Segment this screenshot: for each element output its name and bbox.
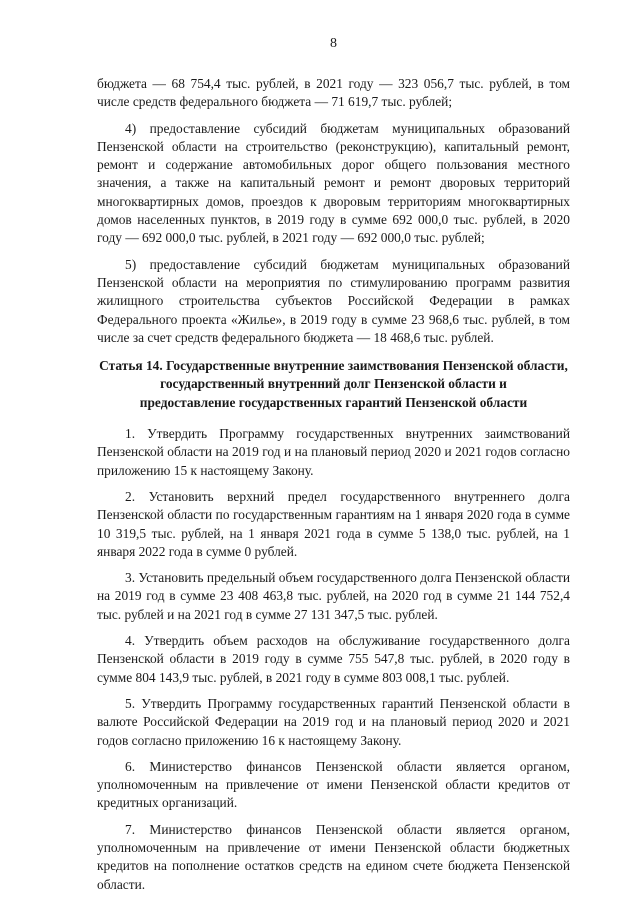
- article-14-heading: [97, 357, 570, 412]
- article-heading-line: Статья 14. Государственные внутренние заимствования Пензенской области,: [99, 358, 568, 374]
- article-paragraph-3: 3. Установить предельный объем государственного долга Пензенской области на 2019 год в сумме 23 408 463,8 тыс. рублей, на 2020 год в сумме 21 144 752,4 тыс. рублей и на 2021 год в сумме 27 131 347,5 тыс. рублей.: [97, 570, 570, 622]
- paragraph-item-4-roads: 4) предоставление субсидий бюджетам муниципальных образований Пензенской области на строительство (реконструкцию), капитальный ремонт, ремонт и содержание автомобильных дорог общего пользования местного значения, а также на капитальный ремонт и ремонт дворовых территорий многоквартирных домов, проездов к дворовым территориям многоквартирных домов населенных пунктов, в 2019 году в сумме 692 000,0 тыс. рублей, в 2020 году — 692 000,0 тыс. рублей, в 2021 году — 692 000,0 тыс. рублей;: [97, 120, 570, 246]
- article-heading-line: государственный внутренний долг Пензенской области и: [160, 376, 507, 392]
- article-paragraph-2: 2. Установить верхний предел государственного внутреннего долга Пензенской области по государственным гарантиям на 1 января 2020 года в сумме 10 319,5 тыс. рублей, на 1 января 2021 года в сумме 5 138,0 тыс. рублей, на 1 января 2022 года в сумме 0 рублей.: [97, 488, 570, 559]
- article-paragraph-4: 4. Утвердить объем расходов на обслуживание государственного долга Пензенской области в 2019 году в сумме 755 547,8 тыс. рублей, в 2020 году в сумме 804 143,9 тыс. рублей, в 2021 году в сумме 803 008,1 тыс. рублей.: [97, 633, 570, 685]
- paragraph-item-5-housing: 5) предоставление субсидий бюджетам муниципальных образований Пензенской области на мероприятия по стимулированию программ развития жилищного строительства субъектов Российской Федерации в рамках Федерального проекта «Жилье», в 2019 году в сумме 23 968,6 тыс. рублей, в том числе за счет средств федерального бюджета — 18 468,6 тыс. рублей.: [97, 256, 570, 345]
- article-paragraph-6: 6. Министерство финансов Пензенской области является органом, уполномоченным на привлечение от имени Пензенской области кредитов от кредитных организаций.: [97, 758, 570, 811]
- article-paragraph-1: 1. Утвердить Программу государственных внутренних заимствований Пензенской области на 2019 год и на плановый период 2020 и 2021 годов согласно приложению 15 к настоящему Закону.: [97, 426, 570, 478]
- article-paragraph-5: 5. Утвердить Программу государственных гарантий Пензенской области в валюте Российской Федерации на 2019 год и на плановый период 2020 и 2021 годов согласно приложению 16 к настоящему Закону.: [97, 695, 570, 748]
- page-number: 8: [330, 36, 337, 51]
- article-heading-line: предоставление государственных гарантий Пензенской области: [139, 394, 528, 410]
- article-paragraph-7: 7. Министерство финансов Пензенской области является органом, уполномоченным на привлечение от имени Пензенской области бюджетных кредитов на пополнение остатков средств на едином счете бюджета Пензенской области.: [97, 821, 570, 892]
- paragraph-budget-continuation: бюджета — 68 754,4 тыс. рублей, в 2021 году — 323 056,7 тыс. рублей, в том числе средств федерального бюджета — 71 619,7 тыс. рублей;: [97, 76, 570, 110]
